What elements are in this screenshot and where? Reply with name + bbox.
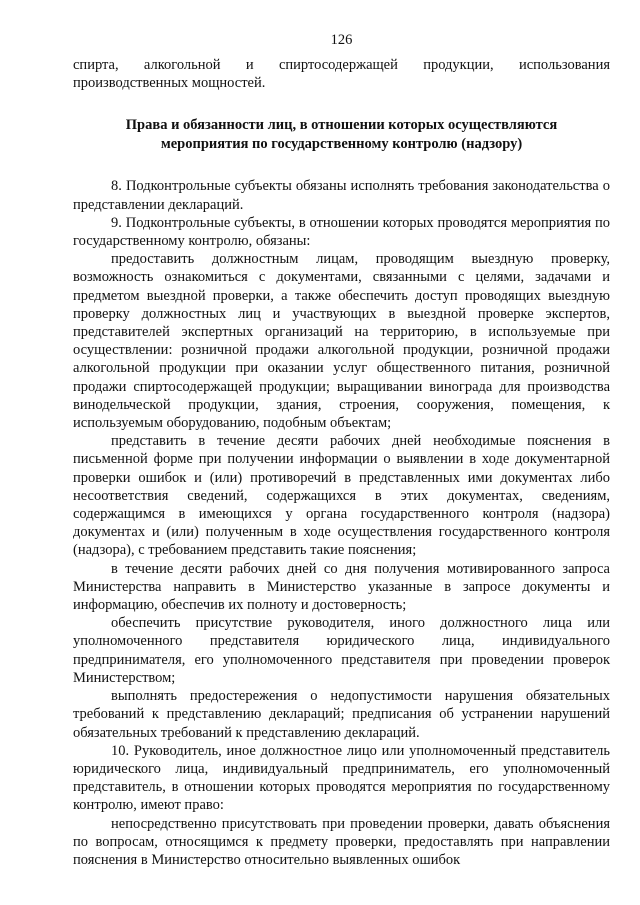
paragraph-9-item-explanations: представить в течение десяти рабочих дней необходимые пояснения в письменной форме при получении информации о выявлении в ходе документарной проверки ошибок и (или) противоречий в представленных ими документах либо несоответствия сведений, содержащихся в этих документах, сведениям, содержащимся в имеющихся у органа государственного контроля (надзора) документах и (или) полученным в ходе осуществления государственного контроля (надзора), с требованием представить такие пояснения;: [73, 433, 610, 559]
document-page: [73, 30, 610, 869]
page-number: 126: [330, 32, 353, 48]
paragraph-10-item-presence: непосредственно присутствовать при проведении проверки, давать объяснения по вопросам, относящимся к предмету проверки, предоставлять при направлении пояснения в Министерство относительно выявленных ошибок: [73, 815, 610, 868]
paragraph-10: 10. Руководитель, иное должностное лицо или уполномоченный представитель юридического лица, индивидуальный предприниматель, его уполномоченный представитель, в отношении которых проводятся мероприятия по государственному контролю, имеют право:: [73, 742, 610, 814]
paragraph-9-item-access: предоставить должностным лицам, проводящим выездную проверку, возможность ознакомиться с документами, связанными с целями, задачами и предметом выездной проверки, а также обеспечить доступ проводящих выездную проверку должностных лиц и участвующих в выездной проверке экспертов, представителей экспертных организаций на территорию, в используемые при осуществлении: розничной продажи алкогольной продукции, розничной продажи алкогольной продукции при оказании услуг общественного питания, розничной продажи спиртосодержащей продукции; выращивании винограда для производства винодельческой продукции, здания, строения, сооружения, помещения, к используемым оборудованию, подобным объектам;: [73, 251, 610, 432]
paragraph-9: 9. Подконтрольные субъекты, в отношении которых проводятся мероприятия по государственному контролю, обязаны:: [73, 214, 610, 250]
section-title-line-2: мероприятия по государственному контролю (надзору): [160, 135, 523, 152]
paragraph-8: 8. Подконтрольные субъекты обязаны исполнять требования законодательства о представлении деклараций.: [73, 178, 610, 213]
section-title: [73, 116, 610, 153]
paragraph-9-item-presence: обеспечить присутствие руководителя, иного должностного лица или уполномоченного представителя юридического лица, индивидуального предпринимателя, его уполномоченного представителя при проведении проверок Министерством;: [73, 615, 610, 686]
paragraph-9-item-warnings: выполнять предостережения о недопустимости нарушения обязательных требований к представлению деклараций; предписания об устранении нарушений обязательных требований к представлению деклараций.: [73, 688, 610, 741]
paragraph-9-item-documents: в течение десяти рабочих дней со дня получения мотивированного запроса Министерства направить в Министерство указанные в запросе документы и информацию, обеспечив их полноту и достоверность;: [73, 560, 610, 614]
intro-paragraph: спирта, алкогольной и спиртосодержащей продукции, использования производственных мощностей.: [73, 57, 610, 92]
section-title-line-1: Права и обязанности лиц, в отношении которых осуществляются: [125, 117, 558, 134]
